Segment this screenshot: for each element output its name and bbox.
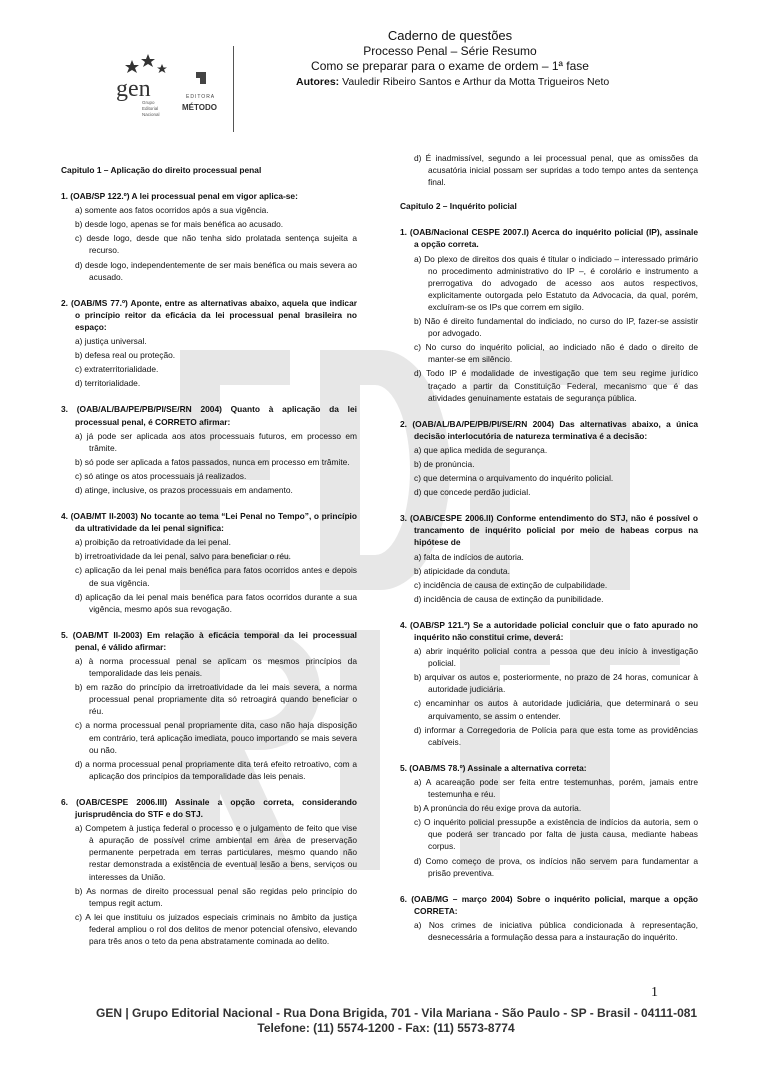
answer-option: a) somente aos fatos ocorridos após a sua vigência. <box>75 205 269 216</box>
answer-option: d) atinge, inclusive, os prazos processuais em andamento. <box>75 484 293 495</box>
header-title: Caderno de questões <box>387 28 513 43</box>
star-icon <box>125 60 139 73</box>
authors-names: Vauledir Ribeiro Santos e Arthur da Motta Trigueiros Neto <box>342 75 610 88</box>
answer-option: c) incidência de causa de extinção de culpabilidade. <box>414 579 608 590</box>
answer-option: a) justiça universal. <box>75 336 147 347</box>
answer-option: b) em razão do princípio da irretroatividade da lei mais severa, a norma processual penal propriamente dita só retroagirá quando beneficiar o réu. <box>75 682 357 717</box>
answer-option: d) informar a Corregedoria de Polícia para que esta tome as providências cabíveis. <box>414 724 698 747</box>
star-icon <box>157 64 167 73</box>
header-authors <box>296 75 610 91</box>
answer-option: d) que concede perdão judicial. <box>414 487 531 498</box>
answer-option: d) Todo IP é modalidade de investigação que tem seu regime jurídico traçado a partir da Constituição Federal, mecanismo que é das atividades genuinamente estatais de segurança pública. <box>414 368 698 403</box>
question <box>400 619 698 748</box>
answer-option: a) A acareação pode ser feita entre testemunhas, porém, jamais entre testemunha e réu. <box>414 776 698 800</box>
right-column <box>400 152 698 957</box>
question-statement: 2. (OAB/MS 77.º) Aponte, entre as alternativas abaixo, aquela que indicar o princípio reitor da eficácia da lei processual penal brasileira no espaço: <box>61 297 357 332</box>
logo-divider <box>233 46 234 132</box>
answer-option: b) atipicidade da conduta. <box>414 565 510 576</box>
answer-option: c) só atinge os atos processuais já realizados. <box>75 470 247 481</box>
answer-option: b) só pode ser aplicada a fatos passados, nunca em processo em trâmite. <box>75 456 350 467</box>
answer-option: a) abrir inquérito policial contra a pessoa que deu início à investigação policial. <box>414 646 698 669</box>
question-statement: 4. (OAB/MT II-2003) No tocante ao tema “Lei Penal no Tempo”, o princípio da ultratividade da lei penal significa: <box>61 511 357 534</box>
answer-option: b) irretroatividade da lei penal, salvo para beneficiar o réu. <box>75 551 292 562</box>
question-statement: 3. (OAB/AL/BA/PE/PB/PI/SE/RN 2004) Quanto à aplicação da lei processual penal, é CORRETO afirmar: <box>61 404 357 427</box>
editora-metodo-mark-icon <box>196 72 206 84</box>
answer-option: a) proibição da retroatividade da lei penal. <box>75 537 231 548</box>
page-number: 1 <box>651 985 658 1000</box>
question <box>61 629 357 782</box>
footer-address: GEN | Grupo Editorial Nacional - Rua Dona Brigida, 701 - Vila Mariana - São Paulo - SP - Brasil - 04111-081 <box>96 1006 698 1020</box>
answer-option: b) Não é direito fundamental do indiciado, no curso do IP, fazer-se assistir por advogado. <box>414 316 698 339</box>
chapter-title: Capitulo 1 – Aplicação do direito processual penal <box>61 165 262 175</box>
answer-option: a) falta de indícios de autoria. <box>414 551 524 562</box>
header-series: Processo Penal – Série Resumo <box>363 43 537 58</box>
question <box>400 512 698 605</box>
answer-option: c) que determina o arquivamento do inquérito policial. <box>414 473 614 484</box>
question-statement: 6. (OAB/MG – março 2004) Sobre o inquérito policial, marque a opção CORRETA: <box>400 893 698 916</box>
authors-label: Autores: <box>296 75 340 88</box>
question <box>400 893 698 943</box>
logo-gen-text: gen <box>116 76 151 102</box>
question <box>61 403 357 496</box>
left-column <box>61 152 357 961</box>
question <box>400 418 698 499</box>
answer-option: c) O inquérito policial pressupõe a existência de indícios da autoria, sem o que poderá ser trancado por falta de justa causa, mediante habeas corpus. <box>414 817 698 852</box>
question-statement: 5. (OAB/MS 78.º) Assinale a alternativa correta: <box>400 762 587 773</box>
answer-option: d) territorialidade. <box>75 378 141 389</box>
question <box>61 190 357 283</box>
question <box>61 510 357 615</box>
question-statement: 1. (OAB/SP 122.º) A lei processual penal em vigor aplica-se: <box>61 191 298 202</box>
svg-text:Editorial: Editorial <box>142 106 159 111</box>
answer-option: c) aplicação da lei penal mais benéfica para fatos ocorridos antes e depois de sua vigência. <box>75 565 357 588</box>
answer-option: c) extraterritorialidade. <box>75 364 159 375</box>
star-icon <box>141 54 155 67</box>
answer-option: d) É inadmissível, segundo a lei processual penal, que as omissões da acusatória inicial possam ser supridas a todo tempo antes da sentença final. <box>414 153 698 188</box>
question-statement: 3. (OAB/CESPE 2006.II) Conforme entendimento do STJ, não é possível o trancamento de inquérito policial por meio de habeas corpus na hipótese de <box>400 513 698 548</box>
answer-option: d) desde logo, independentemente de ser mais benéfica ou mais severa ao acusado. <box>75 259 357 282</box>
answer-option: c) encaminhar os autos à autoridade judiciária, que determinará o seu arquivamento, se assim o entender. <box>414 698 698 721</box>
answer-option: d) a norma processual penal propriamente dita terá efeito retroativo, com a aplicação dos princípios da temporalidade das leis penais. <box>75 758 357 781</box>
answer-option: b) de pronúncia. <box>414 458 475 469</box>
question-statement: 5. (OAB/MT II-2003) Em relação à eficácia temporal da lei processual penal, é válido afirmar: <box>61 629 357 652</box>
question-statement: 6. (OAB/CESPE 2006.III) Assinale a opção correta, considerando jurisprudência do STF e do STJ. <box>61 796 357 820</box>
answer-option: c) No curso do inquérito policial, ao indiciado não é dado o direito de manter-se em silêncio. <box>414 342 698 365</box>
answer-option: a) à norma processual penal se aplicam os mesmos princípios da temporalidade das leis penais. <box>75 656 357 679</box>
answer-option: a) Nos crimes de iniciativa pública condicionada à representação, desnecessária a formulação dessa para a instauração do inquérito. <box>414 919 698 942</box>
answer-option: b) A pronúncia do réu exige prova da autoria. <box>414 803 582 814</box>
answer-option: c) desde logo, desde que não tenha sido prolatada sentença sujeita a recurso. <box>75 233 357 256</box>
answer-option: a) Competem à justiça federal o processo e o julgamento de feito que vise à apuração de possível crime ambiental em área de preservação permanente perpetrada em terras particulares, mesmo quando não restar demonstrada a existência de eventual lesão a bens, serviços ou interesses da União. <box>75 823 357 882</box>
question-statement: 4. (OAB/SP 121.º) Se a autoridade policial concluir que o fato apurado no inquérito não constitui crime, deverá: <box>400 619 698 642</box>
answer-option: a) Do plexo de direitos dos quais é titular o indiciado – interessado primário no procedimento administrativo do IP –, é corolário e instrumento a prerrogativa do advogado de acesso aos autos respectivos, explicitamente outorgada pelo Estatuto da Advocacia, da qual, porém, excluíram-se os IPs que correm em sigilo. <box>414 253 698 312</box>
answer-option: b) As normas de direito processual penal são regidas pelo princípio do tempus regit actum. <box>75 885 357 908</box>
question-statement: 2. (OAB/AL/BA/PE/PB/PI/SE/RN 2004) Das alternativas abaixo, a única decisão interlocutória de natureza terminativa é a decisão: <box>400 418 698 441</box>
question-statement: 1. (OAB/Nacional CESPE 2007.I) Acerca do inquérito policial (IP), assinale a opção correta. <box>400 227 698 250</box>
chapter-title: Capitulo 2 – Inquérito policial <box>400 201 517 212</box>
answer-option: d) incidência de causa de extinção da punibilidade. <box>414 593 604 604</box>
svg-text:Nacional: Nacional <box>142 112 160 117</box>
question <box>61 796 357 947</box>
answer-option: b) defesa real ou proteção. <box>75 350 176 361</box>
gen-editora-metodo-logo <box>112 52 242 122</box>
answer-option: b) arquivar os autos e, posteriormente, no prazo de 24 horas, comunicar à autoridade judiciária. <box>414 672 698 695</box>
answer-option: c) A lei que instituiu os juizados especiais criminais no âmbito da justiça federal ampliou o rol dos delitos de menor potencial ofensivo, elevando para três anos o teto da pena abstratamente cominada ao delito. <box>75 911 357 946</box>
svg-text:MÉTODO: MÉTODO <box>182 103 217 112</box>
question <box>61 297 357 390</box>
answer-option: a) que aplica medida de segurança. <box>414 444 548 455</box>
header-text <box>296 28 610 90</box>
answer-option: b) desde logo, apenas se for mais benéfica ao acusado. <box>75 219 284 230</box>
question <box>400 762 698 879</box>
answer-option: a) já pode ser aplicada aos atos processuais futuros, em processo em trâmite. <box>75 430 357 453</box>
answer-option: d) aplicação da lei penal mais benéfica para fatos ocorridos durante a sua vigência, mesmo após sua revogação. <box>75 591 357 614</box>
page-header <box>0 0 768 140</box>
answer-option: c) a norma processual penal propriamente dita, caso não haja disposição em contrário, terá aplicação imediata, pouco importando se mais severa ou não. <box>75 720 357 755</box>
question <box>400 226 698 403</box>
header-subtitle: Como se preparar para o exame de ordem – 1ª fase <box>311 59 589 73</box>
answer-option: d) Como começo de prova, os indícios não servem para fundamentar a prisão preventiva. <box>414 855 698 878</box>
svg-text:Grupo: Grupo <box>142 100 155 105</box>
footer-phone: Telefone: (11) 5574-1200 - Fax: (11) 5573-8774 <box>257 1021 515 1035</box>
svg-text:EDITORA: EDITORA <box>186 94 216 100</box>
